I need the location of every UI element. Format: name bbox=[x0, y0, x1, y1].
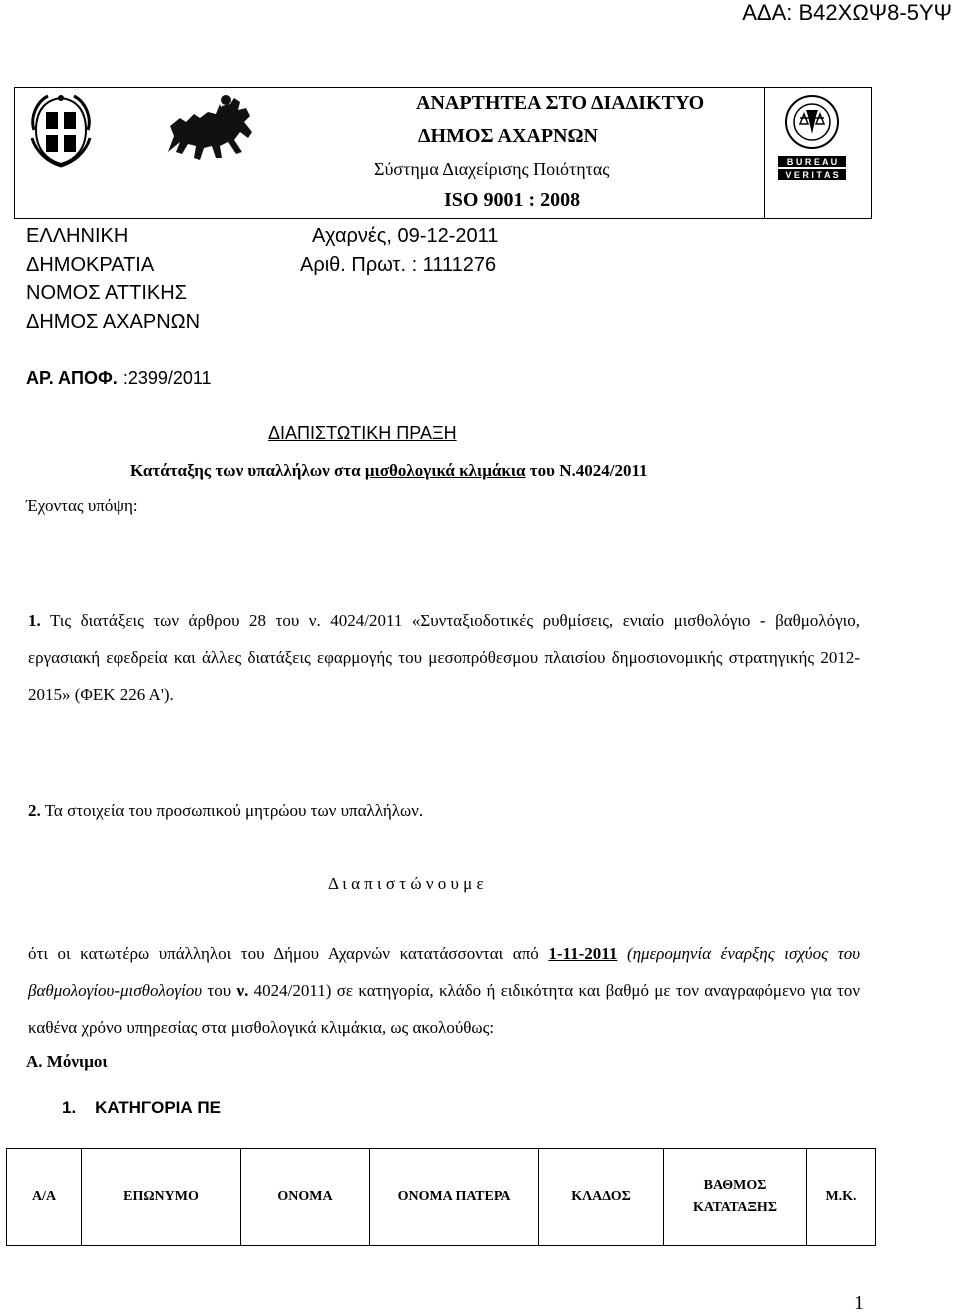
body-paragraph bbox=[28, 935, 860, 1046]
col-aa: Α/Α bbox=[7, 1149, 82, 1246]
consideration-item-1 bbox=[28, 602, 860, 713]
horses-emblem-icon bbox=[160, 92, 270, 164]
ada-code: ΑΔΑ: Β42ΧΩΨ8-5ΥΨ bbox=[742, 0, 952, 25]
col-surname: ΕΠΩΝΥΜΟ bbox=[82, 1149, 241, 1246]
bureau-veritas-logo bbox=[776, 94, 848, 184]
body-part-4: 4024/2011) σε κατηγορία, κλάδο ή ειδικότητα και βαθμό με τον αναγραφόμενο για τον καθένα χρόνο υπηρεσίας στα μισθολογικά κλιμάκια, ως ακολούθως: bbox=[28, 981, 861, 1037]
document-title: ΔΙΑΠΙΣΤΩΤΙΚΗ ΠΡΑΞΗ bbox=[268, 423, 457, 443]
col-mk: Μ.Κ. bbox=[807, 1149, 876, 1246]
decision-value: :2399/2011 bbox=[117, 368, 212, 388]
category-heading: 1. ΚΑΤΗΓΟΡΙΑ ΠΕ bbox=[62, 1098, 221, 1117]
we-certify-heading: Δ ι α π ι σ τ ώ ν ο υ μ ε bbox=[328, 874, 484, 893]
considering-label: Έχοντας υπόψη: bbox=[26, 496, 138, 515]
greek-coat-of-arms-icon bbox=[22, 90, 100, 168]
sender-line-1: ΕΛΛΗΝΙΚΗ bbox=[26, 225, 129, 247]
bv-line1: B U R E A U bbox=[786, 157, 838, 167]
subtitle-part-3: του Ν.4024/2011 bbox=[525, 461, 648, 480]
item-1-text: Τις διατάξεις των άρθρου 28 του ν. 4024/2011 «Συνταξιοδοτικές ρυθμίσεις, ενιαίο μισθολόγιο - βαθμολόγιο, εργασιακή εφεδρεία και άλλες διατάξεις εφαρμογής του μεσοπρόθεσμου πλαισίου δημοσιονομικής στρατηγικής 2012-2015» (ΦΕΚ 226 Α'). bbox=[28, 611, 860, 704]
decision-number bbox=[26, 368, 212, 389]
item-2-number: 2. bbox=[28, 801, 41, 820]
protocol-line: Αριθ. Πρωτ. : 1111276 bbox=[300, 254, 497, 276]
col-grade-line-1: ΒΑΘΜΟΣ bbox=[703, 1178, 767, 1193]
table-header-row bbox=[7, 1149, 876, 1246]
header-municipality: ΔΗΜΟΣ ΑΧΑΡΝΩΝ bbox=[418, 125, 598, 147]
col-father-name: ΟΝΟΜΑ ΠΑΤΕΡΑ bbox=[370, 1149, 539, 1246]
col-name: ΟΝΟΜΑ bbox=[241, 1149, 370, 1246]
body-part-3: του bbox=[202, 981, 237, 1000]
col-branch: ΚΛΑΔΟΣ bbox=[539, 1149, 664, 1246]
body-law-abbrev: ν. bbox=[236, 981, 249, 1000]
decision-label: ΑΡ. ΑΠΟΦ. bbox=[26, 368, 118, 388]
sender-line-2: ΔΗΜΟΚΡΑΤΙΑ bbox=[26, 254, 155, 276]
sender-line-3: ΝΟΜΟΣ ΑΤΤΙΚΗΣ bbox=[26, 282, 188, 304]
date-line: Αχαρνές, 09-12-2011 bbox=[312, 225, 499, 247]
consideration-item-2 bbox=[28, 792, 860, 829]
subtitle-part-1: Κατάταξης των υπαλλήλων στα bbox=[130, 461, 365, 480]
col-grade-line-2: ΚΑΤΑΤΑΞΗΣ bbox=[693, 1200, 777, 1215]
staff-table bbox=[6, 1148, 876, 1246]
body-part-2: (ημερομηνία έναρξης ισχύος του βαθμολογίου-μισθολογίου bbox=[28, 944, 860, 1000]
header-quality-system: Σύστημα Διαχείρισης Ποιότητας bbox=[374, 159, 610, 179]
subtitle-underlined: μισθολογικά κλιμάκια bbox=[364, 461, 526, 480]
sender-line-4: ΔΗΜΟΣ ΑΧΑΡΝΩΝ bbox=[26, 311, 201, 333]
body-effective-date: 1-11-2011 bbox=[548, 944, 618, 963]
header-iso: ISO 9001 : 2008 bbox=[444, 189, 581, 211]
bv-line2: V E R I T A S bbox=[785, 170, 839, 180]
section-permanent: Α. Μόνιμοι bbox=[26, 1052, 108, 1071]
col-grade bbox=[664, 1149, 807, 1246]
body-part-1: ότι οι κατωτέρω υπάλληλοι του Δήμου Αχαρνών κατατάσσονται από bbox=[28, 944, 549, 963]
item-2-text: Τα στοιχεία του προσωπικού μητρώου των υπαλλήλων. bbox=[40, 801, 424, 820]
header-title: ΑΝΑΡΤΗΤΕΑ ΣΤΟ ΔΙΑΔΙΚΤΥΟ bbox=[416, 92, 705, 114]
item-1-number: 1. bbox=[28, 611, 41, 630]
page-number: 1 bbox=[854, 1292, 864, 1314]
document-subtitle bbox=[130, 461, 648, 481]
